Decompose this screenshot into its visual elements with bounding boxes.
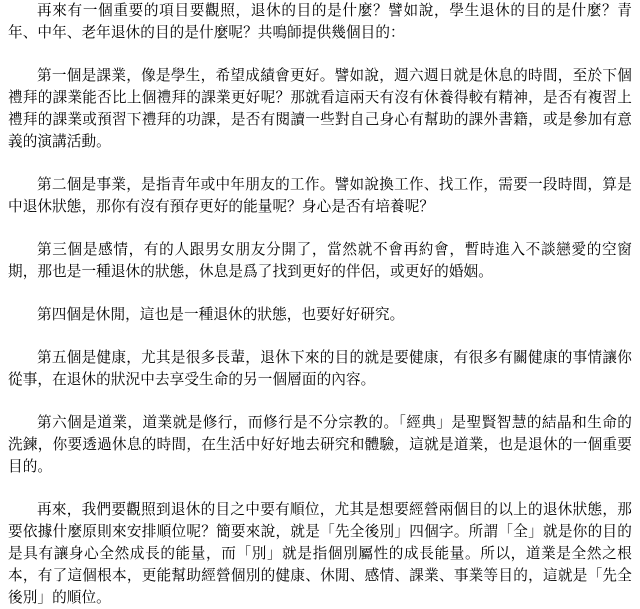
paragraph-health: 第五個是健康，尤其是很多長輩，退休下來的目的就是要健康，有很多有關健康的事情讓你從事，在退休的狀況中去享受生命的另一個層面的內容。	[8, 349, 632, 388]
paragraph-coursework: 第一個是課業，像是學生，希望成績會更好。譬如說，週六週日就是休息的時間，至於下個禮拜的課業能否比上個禮拜的課業更好呢？那就看這兩天有沒有休養得較有精神，是否有複習上禮拜的課業或預習下禮拜的功課，是否有閱讀一些對自己身心有幫助的課外書籍，或是參加有意義的演講活動。	[8, 67, 632, 150]
paragraph-priority-order: 再來，我們要觀照到退休的目之中要有順位，尤其是想要經營兩個目的以上的退休狀態，那要依據什麼原則來安排順位呢？簡要來說，就是「先全後別」四個字。所謂「全」就是你的目的是具有讓身心全然成長的能量，而「別」就是指個別屬性的成長能量。所以，道業是全然之根本，有了這個根本，更能幫助經營個別的健康、休閒、感情、課業、事業等目的，這就是「先全後別」的順位。	[8, 501, 632, 606]
paragraph-career: 第二個是事業，是指青年或中年朋友的工作。譬如說換工作、找工作，需要一段時間，算是中退休狀態，那你有沒有預存更好的能量呢？身心是否有培養呢？	[8, 176, 632, 215]
paragraph-relationship: 第三個是感情，有的人跟男女朋友分開了，當然就不會再約會，暫時進入不談戀愛的空窗期，那也是一種退休的狀態，休息是爲了找到更好的伴侶，或更好的婚姻。	[8, 241, 632, 280]
paragraph-intro: 再來有一個重要的項目要觀照，退休的目的是什麼？譬如說，學生退休的目的是什麼？青年、中年、老年退休的目的是什麼呢？共鳴師提供幾個目的：	[8, 2, 632, 41]
paragraph-spiritual-practice: 第六個是道業，道業就是修行，而修行是不分宗教的。「經典」是聖賢智慧的結晶和生命的洗鍊，你要透過休息的時間，在生活中好好地去研究和體驗，這就是道業，也是退休的一個重要目的。	[8, 414, 632, 475]
document-body	[8, 0, 632, 609]
paragraph-leisure: 第四個是休閒，這也是一種退休的狀態，也要好好研究。	[37, 306, 405, 323]
